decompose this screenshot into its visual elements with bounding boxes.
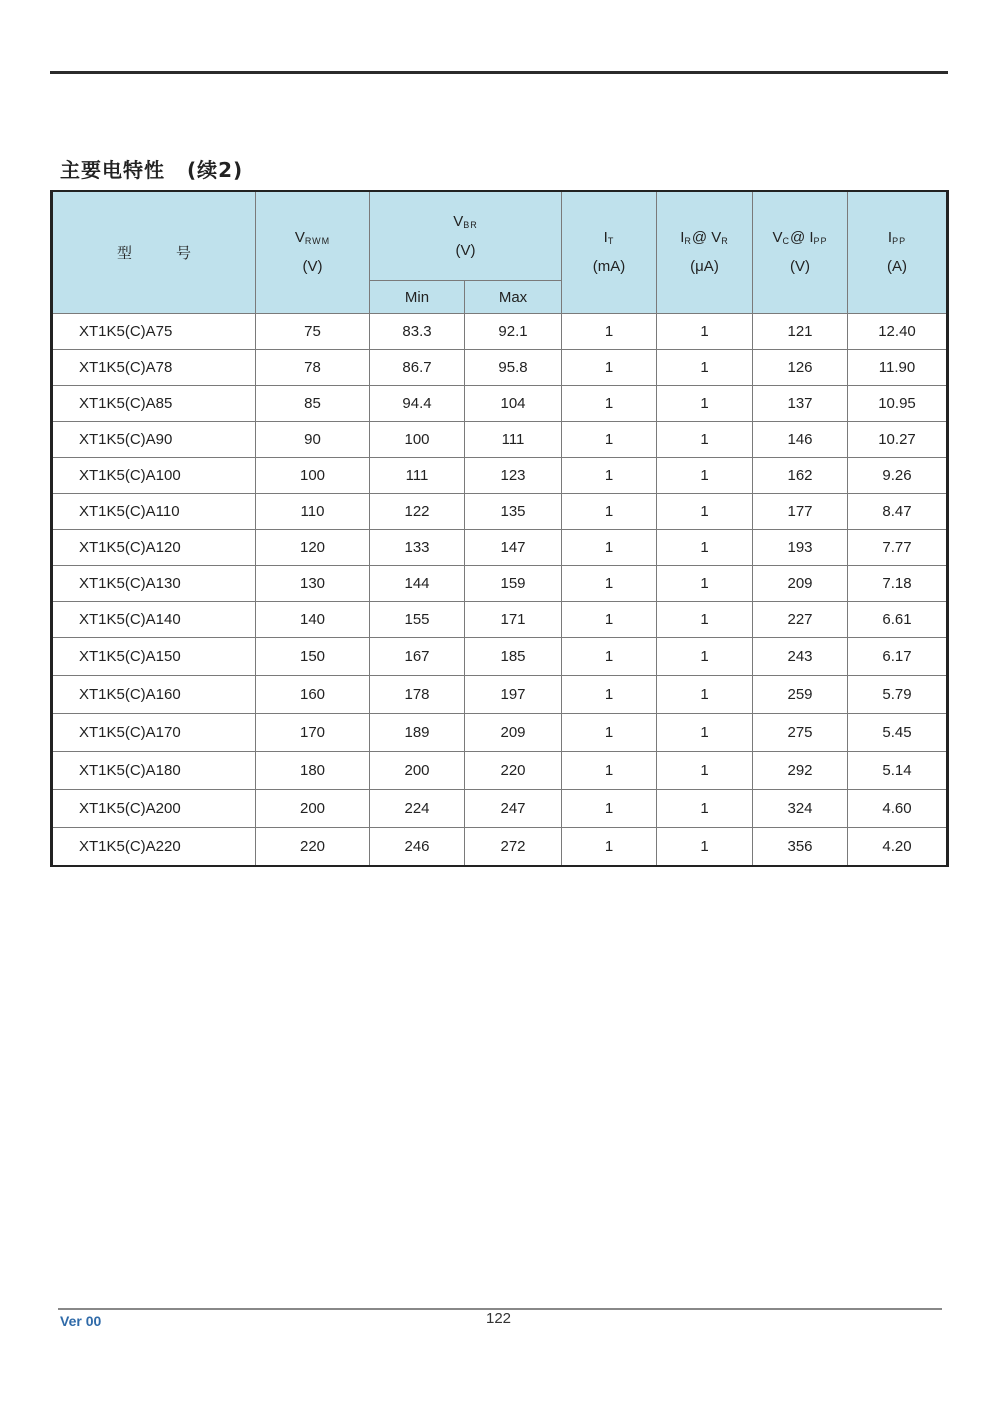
ipp-cell: 6.61 — [848, 602, 948, 638]
vbr-max-cell: 95.8 — [465, 350, 562, 386]
it-column-header: $I_T$ (mA) — [562, 191, 657, 314]
top-divider — [50, 71, 948, 74]
ipp-cell: 12.40 — [848, 314, 948, 350]
vc-cell: 162 — [753, 458, 848, 494]
table-row — [52, 494, 948, 530]
table-row — [52, 828, 948, 867]
vbr-max-cell: 220 — [465, 752, 562, 790]
vbr-max-cell: 247 — [465, 790, 562, 828]
table-row — [52, 314, 948, 350]
version-label: Ver 00 — [60, 1313, 102, 1329]
vrwm-cell: 100 — [256, 458, 370, 494]
table-row — [52, 458, 948, 494]
vrwm-cell: 120 — [256, 530, 370, 566]
table-row — [52, 602, 948, 638]
vbr-max-cell: 92.1 — [465, 314, 562, 350]
vc-cell: 324 — [753, 790, 848, 828]
model-column-header: 型 号 — [52, 191, 256, 314]
it-cell: 1 — [562, 422, 657, 458]
model-cell: XT1K5(C)A78 — [52, 350, 256, 386]
section-title-text: 主要电特性 — [60, 158, 165, 182]
ipp-cell: 11.90 — [848, 350, 948, 386]
vbr-min-cell: 111 — [370, 458, 465, 494]
vbr-min-cell: 94.4 — [370, 386, 465, 422]
it-cell: 1 — [562, 790, 657, 828]
table-row — [52, 676, 948, 714]
vbr-min-cell: 178 — [370, 676, 465, 714]
vc-cell: 177 — [753, 494, 848, 530]
model-cell: XT1K5(C)A200 — [52, 790, 256, 828]
ipp-cell: 6.17 — [848, 638, 948, 676]
vbr-column-header: $V_{BR}$ (V) — [370, 191, 562, 281]
electrical-characteristics-table — [50, 190, 949, 867]
ir-cell: 1 — [657, 530, 753, 566]
ir-cell: 1 — [657, 752, 753, 790]
vrwm-cell: 140 — [256, 602, 370, 638]
ipp-cell: 7.18 — [848, 566, 948, 602]
vc-cell: 356 — [753, 828, 848, 867]
vbr-min-cell: 189 — [370, 714, 465, 752]
ir-cell: 1 — [657, 458, 753, 494]
vc-cell: 121 — [753, 314, 848, 350]
vbr-max-cell: 147 — [465, 530, 562, 566]
model-cell: XT1K5(C)A170 — [52, 714, 256, 752]
vc-cell: 209 — [753, 566, 848, 602]
ipp-cell: 7.77 — [848, 530, 948, 566]
ir-cell: 1 — [657, 566, 753, 602]
model-cell: XT1K5(C)A100 — [52, 458, 256, 494]
vbr-min-cell: 86.7 — [370, 350, 465, 386]
vrwm-cell: 75 — [256, 314, 370, 350]
ir-cell: 1 — [657, 638, 753, 676]
vbr-max-cell: 209 — [465, 714, 562, 752]
vc-cell: 137 — [753, 386, 848, 422]
ipp-column-header: $I_{PP}$ (A) — [848, 191, 948, 314]
ipp-cell: 10.95 — [848, 386, 948, 422]
model-cell: XT1K5(C)A85 — [52, 386, 256, 422]
model-cell: XT1K5(C)A180 — [52, 752, 256, 790]
it-cell: 1 — [562, 494, 657, 530]
ipp-cell: 10.27 — [848, 422, 948, 458]
vbr-min-cell: 246 — [370, 828, 465, 867]
table-row — [52, 714, 948, 752]
model-cell: XT1K5(C)A75 — [52, 314, 256, 350]
vrwm-cell: 180 — [256, 752, 370, 790]
vrwm-column-header: $V_{RWM}$ (V) — [256, 191, 370, 314]
table-row — [52, 422, 948, 458]
vc-cell: 275 — [753, 714, 848, 752]
model-cell: XT1K5(C)A160 — [52, 676, 256, 714]
model-cell: XT1K5(C)A130 — [52, 566, 256, 602]
ir-column-header: $I_R@$ $V_R$ (μA) — [657, 191, 753, 314]
vrwm-cell: 130 — [256, 566, 370, 602]
ipp-cell: 5.79 — [848, 676, 948, 714]
table-row — [52, 386, 948, 422]
vbr-min-cell: 167 — [370, 638, 465, 676]
table-row — [52, 790, 948, 828]
vrwm-cell: 90 — [256, 422, 370, 458]
vbr-min-cell: 133 — [370, 530, 465, 566]
section-subtitle: (续2) — [187, 158, 244, 182]
table-row — [52, 350, 948, 386]
model-cell: XT1K5(C)A110 — [52, 494, 256, 530]
section-title — [60, 154, 243, 183]
vrwm-cell: 200 — [256, 790, 370, 828]
ir-cell: 1 — [657, 386, 753, 422]
vbr-max-cell: 123 — [465, 458, 562, 494]
it-cell: 1 — [562, 602, 657, 638]
vbr-min-cell: 144 — [370, 566, 465, 602]
vc-cell: 146 — [753, 422, 848, 458]
vbr-max-cell: 104 — [465, 386, 562, 422]
vc-cell: 227 — [753, 602, 848, 638]
table-row — [52, 752, 948, 790]
ir-cell: 1 — [657, 314, 753, 350]
vrwm-cell: 160 — [256, 676, 370, 714]
ipp-cell: 5.14 — [848, 752, 948, 790]
vc-column-header: $V_C@$ $I_{PP}$ (V) — [753, 191, 848, 314]
model-cell: XT1K5(C)A120 — [52, 530, 256, 566]
ir-cell: 1 — [657, 790, 753, 828]
it-cell: 1 — [562, 530, 657, 566]
it-cell: 1 — [562, 386, 657, 422]
ir-cell: 1 — [657, 828, 753, 867]
it-cell: 1 — [562, 676, 657, 714]
model-cell: XT1K5(C)A90 — [52, 422, 256, 458]
vbr-max-cell: 159 — [465, 566, 562, 602]
ir-cell: 1 — [657, 422, 753, 458]
it-cell: 1 — [562, 458, 657, 494]
it-cell: 1 — [562, 350, 657, 386]
it-cell: 1 — [562, 314, 657, 350]
page-number: 122 — [486, 1310, 512, 1327]
it-cell: 1 — [562, 714, 657, 752]
it-cell: 1 — [562, 752, 657, 790]
vrwm-cell: 170 — [256, 714, 370, 752]
vrwm-cell: 78 — [256, 350, 370, 386]
ipp-cell: 9.26 — [848, 458, 948, 494]
table-body — [52, 314, 948, 867]
vbr-max-cell: 272 — [465, 828, 562, 867]
vbr-min-cell: 100 — [370, 422, 465, 458]
vbr-min-cell: 122 — [370, 494, 465, 530]
vbr-min-header: Min — [370, 281, 465, 314]
it-cell: 1 — [562, 828, 657, 867]
vbr-max-cell: 185 — [465, 638, 562, 676]
vc-cell: 243 — [753, 638, 848, 676]
ir-cell: 1 — [657, 714, 753, 752]
table-row — [52, 566, 948, 602]
ir-cell: 1 — [657, 602, 753, 638]
vc-cell: 193 — [753, 530, 848, 566]
ipp-cell: 4.20 — [848, 828, 948, 867]
vbr-min-cell: 224 — [370, 790, 465, 828]
it-cell: 1 — [562, 638, 657, 676]
ipp-cell: 4.60 — [848, 790, 948, 828]
vrwm-cell: 220 — [256, 828, 370, 867]
vbr-min-cell: 83.3 — [370, 314, 465, 350]
it-cell: 1 — [562, 566, 657, 602]
table-row — [52, 530, 948, 566]
model-cell: XT1K5(C)A220 — [52, 828, 256, 867]
vrwm-cell: 110 — [256, 494, 370, 530]
ipp-cell: 5.45 — [848, 714, 948, 752]
ir-cell: 1 — [657, 350, 753, 386]
vbr-max-cell: 111 — [465, 422, 562, 458]
ir-cell: 1 — [657, 494, 753, 530]
vbr-min-cell: 200 — [370, 752, 465, 790]
vbr-max-header: Max — [465, 281, 562, 314]
model-cell: XT1K5(C)A140 — [52, 602, 256, 638]
vbr-max-cell: 135 — [465, 494, 562, 530]
model-cell: XT1K5(C)A150 — [52, 638, 256, 676]
vc-cell: 126 — [753, 350, 848, 386]
vc-cell: 292 — [753, 752, 848, 790]
vbr-min-cell: 155 — [370, 602, 465, 638]
ir-cell: 1 — [657, 676, 753, 714]
vbr-max-cell: 197 — [465, 676, 562, 714]
vbr-max-cell: 171 — [465, 602, 562, 638]
table-row — [52, 638, 948, 676]
vrwm-cell: 150 — [256, 638, 370, 676]
ipp-cell: 8.47 — [848, 494, 948, 530]
vc-cell: 259 — [753, 676, 848, 714]
vrwm-cell: 85 — [256, 386, 370, 422]
